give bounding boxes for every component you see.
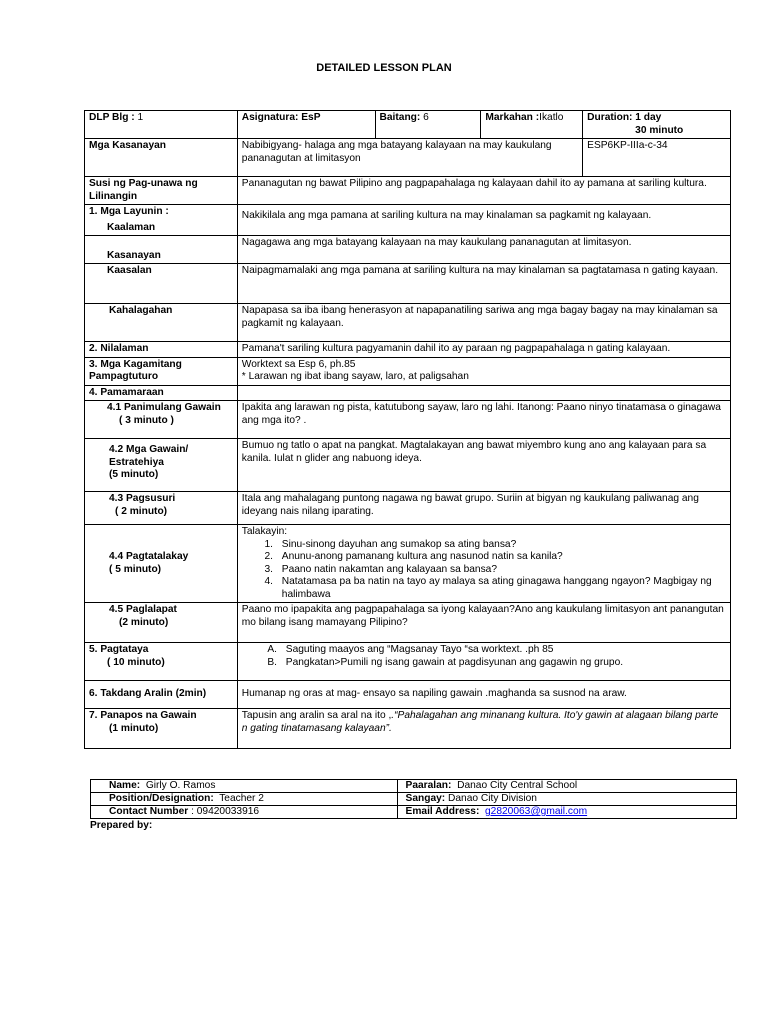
panimulang-label: 4.1 Panimulang Gawain [107, 402, 221, 413]
panapos-text-plain: Tapusin ang aralin sa aral na ito , [241, 710, 392, 721]
contact-label: Contact Number [109, 806, 189, 817]
panimulang-row [85, 401, 731, 439]
susi-row [85, 177, 731, 205]
pagtatalakay-label: 4.4 Pagtatalakay [109, 551, 189, 562]
position-label: Position/Designation: [109, 793, 214, 804]
paglalapat-row [85, 603, 731, 643]
asignatura-label: Asignatura: [241, 112, 299, 123]
contact-value: : 09420033916 [191, 806, 260, 817]
takdang-text: Humanap ng oras at mag- ensayo sa napiling gawain .maghanda sa susnod na araw. [237, 681, 730, 709]
pagsusuri-label: 4.3 Pagsusuri [109, 493, 176, 504]
paglalapat-text: Paano mo ipapakita ang pagpapahalaga sa iyong kalayaan?Ano ang kaukulang limitasyon ant panangutan mo bilang isang mamayang Pilipino? [237, 603, 730, 643]
prepared-by-label: Prepared by: [90, 820, 153, 831]
panimulang-time: ( 3 minuto ) [119, 414, 174, 426]
markahan-label: Markahan : [485, 112, 540, 123]
paaralan-value: Danao City Central School [457, 780, 578, 791]
duration-value: 30 minuto [635, 124, 684, 136]
name-label: Name: [109, 780, 141, 791]
kagamitang-line2: * Larawan ng ibat ibang sayaw, laro, at paligsahan [241, 371, 469, 382]
list-item: B. Pangkatan>Pumili ng isang gawain at pagdisyunan ang gagawin ng grupo. [280, 657, 726, 670]
panapos-label: 7. Panapos na Gawain [89, 710, 197, 721]
kasanayan-code: ESP6KP-IIIa-c-34 [583, 139, 731, 177]
list-item: A. Saguting maayos ang “Magsanay Tayo “sa worktext. .ph 85 [280, 644, 726, 657]
paaralan-label: Paaralan: [405, 780, 452, 791]
susi-text: Pananagutan ng bawat Pilipino ang pagpapahalaga ng kalayaan dahil ito ay pamana at sariling kultura. [237, 177, 730, 205]
baitang-label: Baitang: [379, 112, 421, 123]
pagtataya-list [242, 644, 726, 669]
kaasalan-text: Naipagmamalaki ang mga pamana at sariling kultura na may kinalaman sa pagtatamasa n gating kayaan. [237, 264, 730, 304]
talakayin-list [242, 539, 726, 602]
duration-label: Duration: 1 day [587, 112, 662, 123]
markahan-value: Ikatlo [539, 112, 564, 123]
sangay-label: Sangay: [405, 793, 446, 804]
kahalagahan-text: Napapasa sa iba ibang henerasyon at napapanatiling sariwa ang mga bagay bagay na may kinalaman sa pagkamit ng kalayaan. [237, 304, 730, 342]
kagamitang-line1: Worktext sa Esp 6, ph.85 [241, 358, 356, 370]
kasanayan-obj-text: Nagagawa ang mga batayang kalayaan na may kaukulang pananagutan at limitasyon. [237, 236, 730, 264]
gawain-time: (5 minuto) [109, 469, 159, 480]
kagamitang-row [85, 357, 731, 385]
kasanayan-obj-label: Kasanayan [107, 249, 161, 261]
dlp-value: 1 [137, 112, 144, 123]
kaasalan-label: Kaasalan [107, 265, 152, 276]
paglalapat-label: 4.5 Paglalapat [109, 604, 177, 615]
name-value: Girly O. Ramos [145, 780, 216, 791]
pamamaraan-label: 4. Pamamaraan [85, 385, 238, 401]
pagtataya-row [85, 643, 731, 681]
nilalaman-text: Pamana't sariling kultura pagyamanin dahil ito ay paraan ng pagpapahalaga n gating kalayaan. [237, 342, 730, 358]
pagtatalakay-row [85, 525, 731, 603]
list-item: 4. Natatamasa pa ba natin na tayo ay malaya sa ating ginagawa hanggang ngayon? Magbigay ng halimbawa [276, 576, 726, 601]
dlp-label: DLP Blg : [89, 112, 135, 123]
email-link[interactable]: g2820063@gmail.com [485, 806, 588, 817]
nilalaman-label: 2. Nilalaman [85, 342, 238, 358]
kasanayan-label: Mga Kasanayan [85, 139, 238, 177]
baitang-value: 6 [423, 112, 429, 123]
susi-label: Susi ng Pag-unawa ng Lilinangin [85, 177, 238, 205]
pagtataya-label: 5. Pagtataya [89, 644, 149, 655]
talakayin-label: Talakayin: [241, 526, 288, 537]
kasanayan-row [85, 139, 731, 177]
kaalaman-label: Kaalaman [107, 221, 156, 233]
header-row [85, 111, 731, 139]
nilalaman-row [85, 342, 731, 358]
layunin-kaalaman-row [85, 205, 731, 236]
page-title: DETAILED LESSON PLAN [316, 62, 452, 74]
pagtatalakay-time: ( 5 minuto) [109, 563, 162, 575]
list-item: 2. Anunu-anong pamanang kultura ang nasunod natin sa kanila? [276, 551, 726, 564]
asignatura-value: EsP [301, 112, 321, 123]
kahalagahan-label: Kahalagahan [109, 305, 173, 316]
lesson-plan-table [84, 110, 731, 749]
panapos-row [85, 709, 731, 749]
pagsusuri-time: ( 2 minuto) [115, 505, 168, 517]
panimulang-text: Ipakita ang larawan ng pista, katutubong sayaw, laro ng lahi. Itanong: Paano ninyo tinatamasa o ginagawa ang mga ito? . [237, 401, 730, 439]
gawain-row [85, 439, 731, 492]
layunin-kaasalan-row [85, 264, 731, 304]
list-item: 1. Sinu-sinong dayuhan ang sumakop sa ating bansa? [276, 539, 726, 552]
kasanayan-text: Nabibigyang- halaga ang mga batayang kalayaan na may kaukulang pananagutan at limitasyon [237, 139, 582, 177]
pamamaraan-row [85, 385, 731, 401]
paglalapat-time: (2 minuto) [119, 616, 169, 628]
email-label: Email Address: [405, 806, 480, 817]
panapos-time: (1 minuto) [109, 722, 159, 734]
kaalaman-text: Nakikilala ang mga pamana at sariling kultura na may kinalaman sa pagkamit ng kalayaan. [237, 205, 730, 236]
gawain-label: 4.2 Mga Gawain/ Estratehiya [109, 444, 189, 468]
pagsusuri-text: Itala ang mahalagang puntong nagawa ng bawat grupo. Suriin at bigyan ng kaukulang paliwanag ang ideyang nais nilang iparating. [237, 492, 730, 525]
takdang-label: 6. Takdang Aralin (2min) [85, 681, 238, 709]
gawain-text: Bumuo ng tatlo o apat na pangkat. Magtalakayan ang bawat miyembro kung ano ang kalayaan para sa kanila. Iulat n glider ang nabuong ideya. [237, 439, 730, 492]
teacher-info-table [90, 779, 737, 819]
layunin-label: 1. Mga Layunin : [89, 206, 169, 217]
pagsusuri-row [85, 492, 731, 525]
kagamitang-label: 3. Mga Kagamitang Pampagtuturo [85, 357, 238, 385]
panapos-text-italic: .“Pahalagahan ang minanang kultura. Ito'y gawin at alagaan bilang parte n gating tinatamasang kalayaan”. [241, 710, 719, 734]
layunin-kasanayan-row [85, 236, 731, 264]
takdang-row [85, 681, 731, 709]
layunin-kahalagahan-row [85, 304, 731, 342]
position-value: Teacher 2 [219, 793, 264, 804]
list-item: 3. Paano natin nakamtan ang kalayaan sa bansa? [276, 564, 726, 577]
sangay-value: Danao City Division [448, 793, 537, 804]
pagtataya-time: ( 10 minuto) [107, 656, 165, 668]
